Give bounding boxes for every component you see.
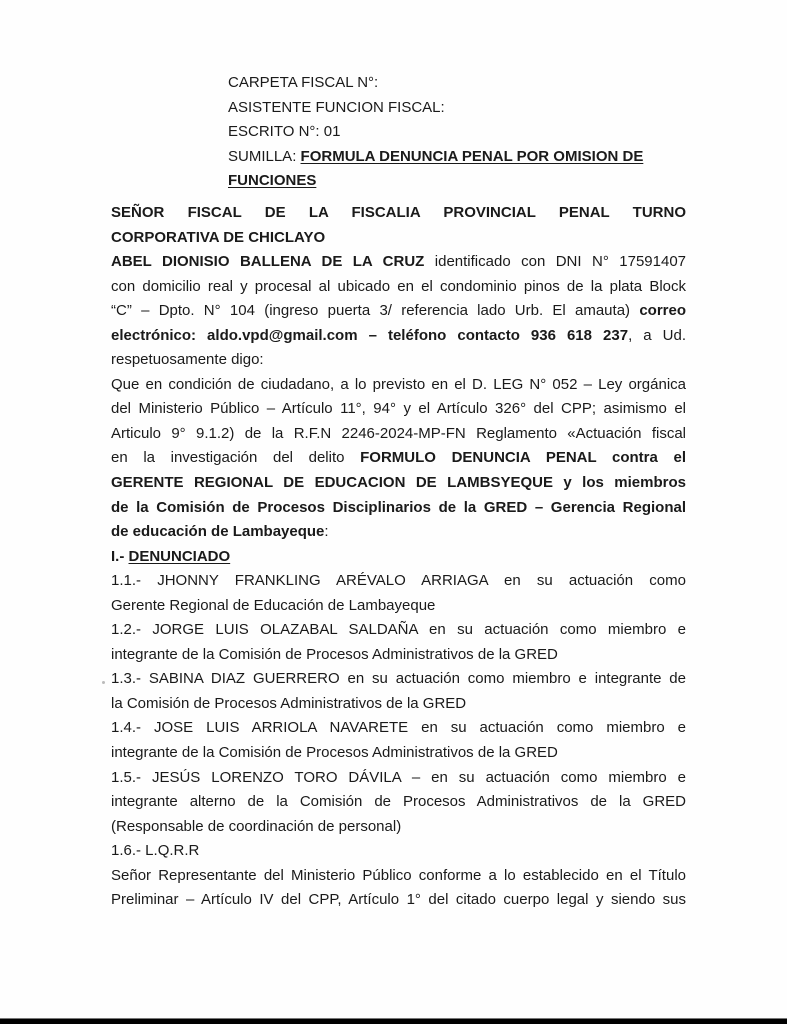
intro-line-3: Articulo 9° 9.1.2) de la R.F.N 2246-2024-MP-FN Reglamento «Actuación fiscal — [111, 424, 686, 442]
sumilla-title-cont: FUNCIONES — [228, 172, 317, 190]
contact-line — [111, 324, 686, 349]
intro-bold: FORMULO DENUNCIA PENAL contra el — [360, 449, 686, 467]
defendant-item — [111, 839, 686, 864]
defendant-line: la Comisión de Procesos Administrativos de la GRED — [111, 694, 467, 712]
defendant-line: 1.4.- JOSE LUIS ARRIOLA NAVARETE en su actuación como miembro e — [111, 719, 686, 737]
carpeta-fiscal-line: CARPETA FISCAL N°: — [228, 74, 379, 91]
complainant-name: ABEL DIONISIO BALLENA DE LA CRUZ — [111, 253, 425, 271]
defendant-line: integrante alterno de la Comisión de Procesos Administrativos de la GRED — [111, 793, 686, 811]
correo-label: correo — [639, 302, 686, 320]
sumilla-line — [228, 145, 688, 170]
addressee-line-1: SEÑOR FISCAL DE LA FISCALIA PROVINCIAL PENAL TURNO — [111, 204, 686, 221]
document-body — [111, 201, 686, 913]
sumilla-label: SUMILLA: — [228, 147, 301, 165]
defendant-line: 1.5.- JESÚS LORENZO TORO DÁVILA – en su actuación como miembro e — [111, 768, 686, 786]
intro-line-4 — [111, 446, 686, 471]
address-line-2 — [111, 299, 686, 324]
defendant-item — [111, 569, 686, 618]
asistente-line: ASISTENTE FUNCION FISCAL: — [228, 98, 445, 116]
defendant-line: 1.3.- SABINA DIAZ GUERRERO en su actuación como miembro e integrante de — [111, 670, 686, 688]
complainant-line — [111, 250, 686, 275]
closing-line-1: Señor Representante del Ministerio Público conforme a lo establecido en el Título — [111, 866, 686, 884]
closing-line-2: Preliminar – Artículo IV del CPP, Artículo 1° del citado cuerpo legal y siendo sus — [111, 891, 686, 909]
sumilla-title: FORMULA DENUNCIA PENAL POR OMISION DE — [300, 147, 644, 165]
defendant-item — [111, 618, 686, 667]
defendant-line: 1.2.- JORGE LUIS OLAZABAL SALDAÑA en su actuación como miembro e — [111, 621, 686, 639]
intro-line-7 — [111, 520, 686, 545]
defendant-line: 1.1.- JHONNY FRANKLING ARÉVALO ARRIAGA en su actuación como — [111, 572, 686, 590]
defendant-line: (Responsable de coordinación de personal) — [111, 817, 402, 835]
bottom-border — [0, 1018, 787, 1024]
contact-tail: , a Ud. — [628, 326, 686, 344]
addressee-line-2: CORPORATIVA DE CHICLAYO — [111, 228, 326, 246]
section-prefix: I.- — [111, 547, 129, 565]
intro-line-2: del Ministerio Público – Artículo 11°, 94° y el Artículo 326° del CPP; asimismo el — [111, 400, 686, 418]
section-title: DENUNCIADO — [128, 547, 231, 565]
address-text: “C” – Dpto. N° 104 (ingreso puerta 3/ referencia lado Urb. El amauta) — [111, 302, 640, 320]
case-header — [228, 71, 688, 194]
intro-text: en la investigación del delito — [111, 449, 361, 467]
scan-speck — [102, 681, 105, 684]
intro-line-6: de la Comisión de Procesos Disciplinarios de la GRED – Gerencia Regional — [111, 498, 686, 516]
intro-colon: : — [324, 523, 329, 541]
defendant-item — [111, 716, 686, 765]
address-line-1: con domicilio real y procesal al ubicado en el condominio pinos de la plata Block — [111, 277, 686, 295]
intro-bold-end: de educación de Lambayeque — [111, 523, 325, 541]
intro-line-1: Que en condición de ciudadano, a lo previsto en el D. LEG N° 052 – Ley orgánica — [111, 375, 686, 393]
intro-line-5: GERENTE REGIONAL DE EDUCACION DE LAMBSYEQUE y los miembros — [111, 474, 686, 492]
contact-info: electrónico: aldo.vpd@gmail.com – teléfono contacto 936 618 237 — [111, 326, 629, 344]
defendant-line: Gerente Regional de Educación de Lambayeque — [111, 596, 436, 614]
defendant-line: integrante de la Comisión de Procesos Administrativos de la GRED — [111, 744, 558, 762]
defendant-line: integrante de la Comisión de Procesos Administrativos de la GRED — [111, 645, 558, 663]
closing-salutation: respetuosamente digo: — [111, 351, 264, 369]
escrito-line: ESCRITO N°: 01 — [228, 123, 341, 141]
defendant-line: 1.6.- L.Q.R.R — [111, 842, 200, 860]
defendant-item — [111, 766, 686, 840]
section-heading — [111, 545, 686, 570]
defendant-item — [111, 667, 686, 716]
complainant-dni: identificado con DNI N° 17591407 — [424, 253, 687, 271]
